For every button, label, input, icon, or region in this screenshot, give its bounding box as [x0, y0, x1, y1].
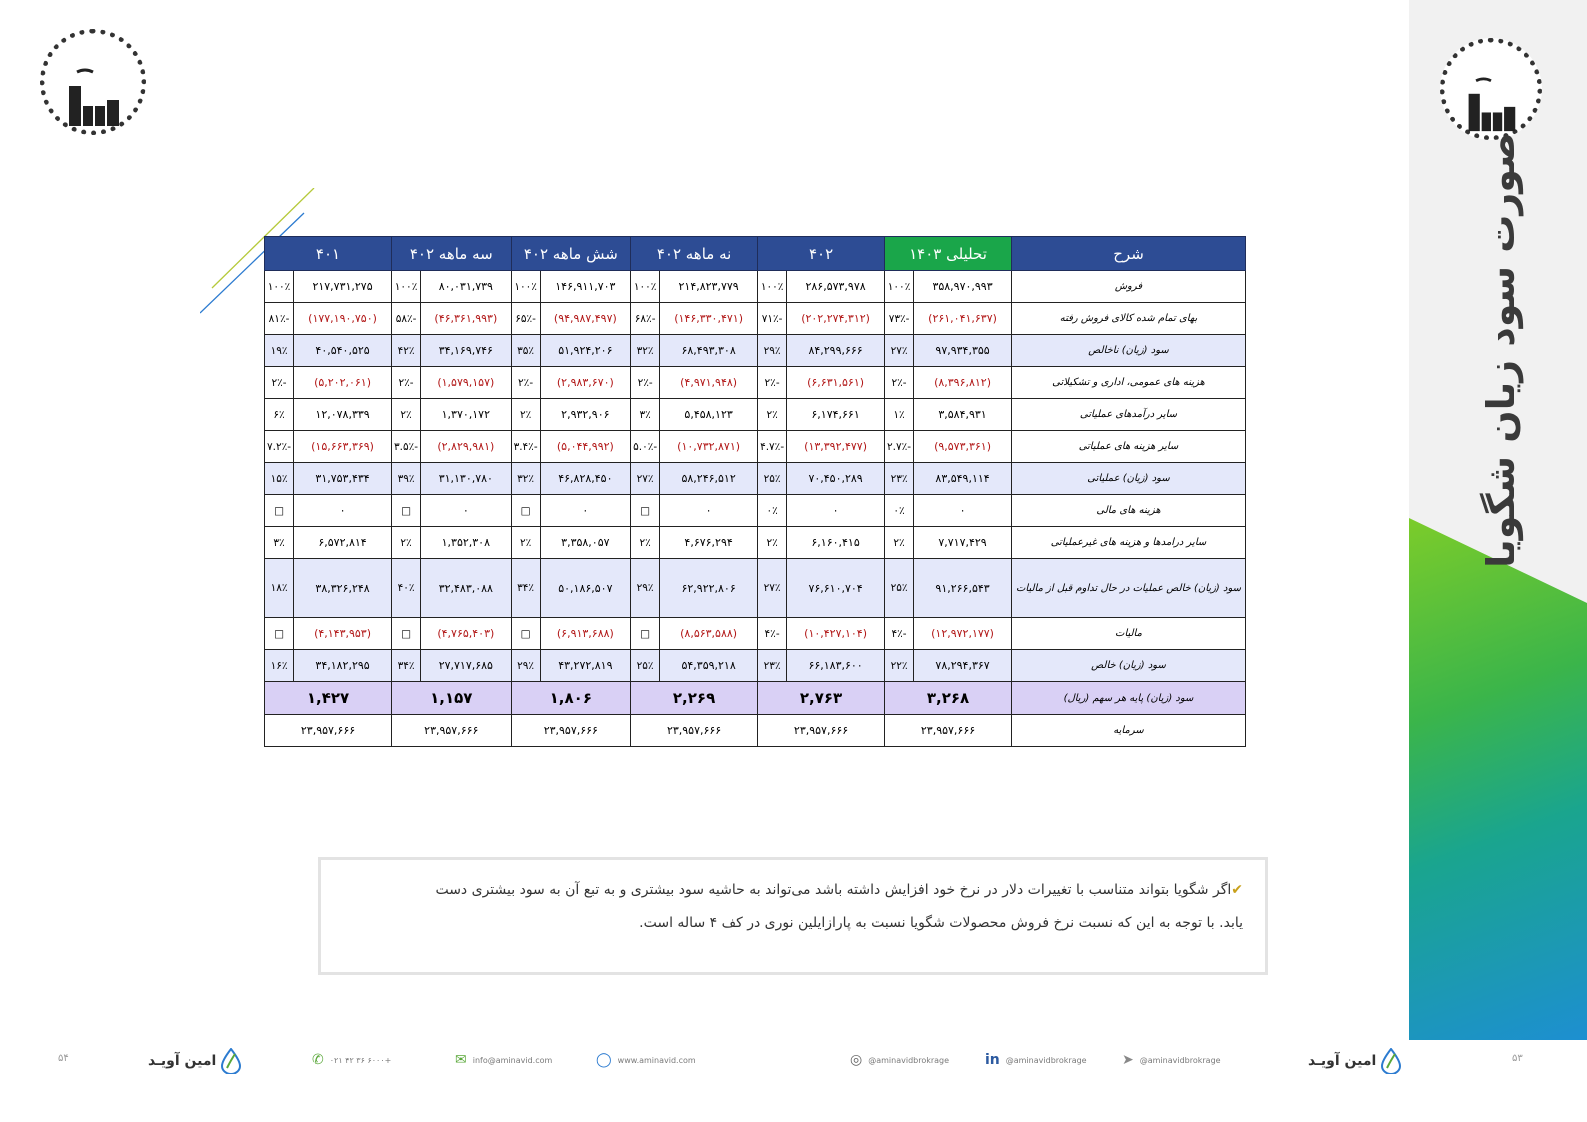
percent-cell: ۱۰۰٪ — [265, 271, 294, 303]
row-label: بهای تمام شده کالای فروش رفته — [1012, 303, 1246, 335]
percent-cell: ۴۲٪ — [392, 335, 421, 367]
row-label: فروش — [1012, 271, 1246, 303]
table-row — [265, 527, 1246, 559]
percent-cell: ۱۰۰٪ — [631, 271, 660, 303]
row-label: سایر هزینه های عملیاتی — [1012, 431, 1246, 463]
mouse-icon: ◯ — [596, 1052, 612, 1068]
note-line-2: یابد. با توجه به این که نسبت نرخ فروش محصولات شگویا نسبت به پارازایلین نوری در کف ۴ ساله است. — [639, 915, 1243, 931]
value-cell: ۸۳,۵۴۹,۱۱۴ — [914, 463, 1012, 495]
percent-cell: -۳.۵٪ — [392, 431, 421, 463]
value-cell: ۰ — [294, 495, 392, 527]
percent-cell: ۱۰۰٪ — [758, 271, 787, 303]
percent-cell: -۳.۴٪ — [511, 431, 540, 463]
percent-cell: ۲۷٪ — [631, 463, 660, 495]
percent-cell: ۲۵٪ — [631, 650, 660, 682]
percent-cell: ۲٪ — [758, 527, 787, 559]
percent-cell: □ — [631, 618, 660, 650]
percent-cell: -۴٪ — [885, 618, 914, 650]
table-row — [265, 618, 1246, 650]
value-cell: ۳۵۸,۹۷۰,۹۹۳ — [914, 271, 1012, 303]
percent-cell: -۷.۲٪ — [265, 431, 294, 463]
percent-cell: -۷۱٪ — [758, 303, 787, 335]
value-cell: (۴,۷۶۵,۴۰۳) — [421, 618, 511, 650]
eps-row — [265, 682, 1246, 715]
percent-cell: □ — [631, 495, 660, 527]
percent-cell: ۱۵٪ — [265, 463, 294, 495]
percent-cell: □ — [511, 618, 540, 650]
value-cell: (۱۳,۳۹۲,۴۷۷) — [787, 431, 885, 463]
linkedin-icon: in — [985, 1052, 1000, 1068]
percent-cell: □ — [392, 495, 421, 527]
percent-cell: ۶٪ — [265, 399, 294, 431]
value-cell: (۱۲,۹۷۲,۱۷۷) — [914, 618, 1012, 650]
table-row — [265, 495, 1246, 527]
value-cell: ۳۴,۱۶۹,۷۴۶ — [421, 335, 511, 367]
page-title: صورت سود زیان شگویا — [1479, 132, 1523, 568]
percent-cell: ۲۹٪ — [511, 650, 540, 682]
value-cell: (۸,۳۹۶,۸۱۲) — [914, 367, 1012, 399]
row-label: سایر درامدها و هزینه های غیرعملیاتی — [1012, 527, 1246, 559]
value-cell: (۵,۲۰۲,۰۶۱) — [294, 367, 392, 399]
value-cell: ۷,۷۱۷,۴۲۹ — [914, 527, 1012, 559]
percent-cell: ۲۳٪ — [885, 463, 914, 495]
percent-cell: ۰٪ — [885, 495, 914, 527]
table-row — [265, 367, 1246, 399]
value-cell: ۹۱,۲۶۶,۵۴۳ — [914, 559, 1012, 618]
email-contact[interactable]: ✉ info@aminavid.com — [455, 1052, 553, 1068]
percent-cell: ۱٪ — [885, 399, 914, 431]
income-statement-table — [264, 236, 1246, 747]
value-cell: ۷۰,۴۵۰,۲۸۹ — [787, 463, 885, 495]
value-cell: ۴۰,۵۴۰,۵۲۵ — [294, 335, 392, 367]
value-cell: (۴,۱۴۳,۹۵۳) — [294, 618, 392, 650]
percent-cell: -۲٪ — [392, 367, 421, 399]
table-row — [265, 399, 1246, 431]
value-cell: ۳,۳۵۸,۰۵۷ — [540, 527, 630, 559]
value-cell: (۹۴,۹۸۷,۴۹۷) — [540, 303, 630, 335]
percent-cell: ۰٪ — [758, 495, 787, 527]
row-label: سایر درآمدهای عملیاتی — [1012, 399, 1246, 431]
percent-cell: ۱۰۰٪ — [511, 271, 540, 303]
percent-cell: -۲٪ — [511, 367, 540, 399]
check-icon: ✔ — [1231, 882, 1243, 898]
table-row — [265, 559, 1246, 618]
table-row — [265, 463, 1246, 495]
percent-cell: -۲٪ — [758, 367, 787, 399]
value-cell: (۲۶۱,۰۴۱,۶۳۷) — [914, 303, 1012, 335]
percent-cell: ۲٪ — [511, 527, 540, 559]
value-cell: (۴,۹۷۱,۹۴۸) — [660, 367, 758, 399]
capital-value: ۲۳,۹۵۷,۶۶۶ — [265, 715, 392, 747]
percent-cell: -۵۸٪ — [392, 303, 421, 335]
website-link[interactable]: ◯ www.aminavid.com — [596, 1052, 696, 1068]
eps-value: ۳,۲۶۸ — [885, 682, 1012, 715]
percent-cell: ۳۵٪ — [511, 335, 540, 367]
percent-cell: ۱۰۰٪ — [392, 271, 421, 303]
value-cell: ۶,۱۶۰,۴۱۵ — [787, 527, 885, 559]
percent-cell: -۷۳٪ — [885, 303, 914, 335]
percent-cell: ۲۷٪ — [758, 559, 787, 618]
eps-value: ۱,۸۰۶ — [511, 682, 631, 715]
linkedin-link[interactable]: in @aminavidbrokrage — [985, 1052, 1087, 1068]
value-cell: (۲,۸۲۹,۹۸۱) — [421, 431, 511, 463]
value-cell: ۶۲,۹۲۲,۸۰۶ — [660, 559, 758, 618]
value-cell: ۲۸۶,۵۷۳,۹۷۸ — [787, 271, 885, 303]
instagram-link[interactable]: ◎ @aminavidbrokrage — [850, 1052, 950, 1068]
value-cell: ۸۴,۲۹۹,۶۶۶ — [787, 335, 885, 367]
value-cell: ۴,۶۷۶,۲۹۴ — [660, 527, 758, 559]
telegram-link[interactable]: ➤ @aminavidbrokrage — [1122, 1052, 1221, 1068]
factory-icon — [1463, 75, 1519, 135]
percent-cell: ۱۹٪ — [265, 335, 294, 367]
percent-cell: ۲۵٪ — [885, 559, 914, 618]
table-row — [265, 303, 1246, 335]
page-number-left: ۵۴ — [58, 1053, 69, 1064]
row-label: سود (زیان) عملیاتی — [1012, 463, 1246, 495]
mail-icon: ✉ — [455, 1052, 467, 1068]
footer — [0, 1048, 1587, 1088]
percent-cell: -۴٪ — [758, 618, 787, 650]
percent-cell: ۲٪ — [885, 527, 914, 559]
percent-cell: -۸۱٪ — [265, 303, 294, 335]
value-cell: ۰ — [914, 495, 1012, 527]
brand-logo-icon — [220, 1048, 242, 1074]
percent-cell: ۲٪ — [758, 399, 787, 431]
percent-cell: ۲٪ — [631, 527, 660, 559]
note-text — [343, 874, 1243, 940]
percent-cell: -۴.۷٪ — [758, 431, 787, 463]
capital-value: ۲۳,۹۵۷,۶۶۶ — [758, 715, 885, 747]
percent-cell: ۲۷٪ — [885, 335, 914, 367]
value-cell: ۳۱,۷۵۳,۴۳۴ — [294, 463, 392, 495]
percent-cell: -۲٪ — [631, 367, 660, 399]
value-cell: ۸۰,۰۳۱,۷۳۹ — [421, 271, 511, 303]
capital-value: ۲۳,۹۵۷,۶۶۶ — [392, 715, 512, 747]
note-box — [318, 857, 1268, 975]
value-cell: (۱,۵۷۹,۱۵۷) — [421, 367, 511, 399]
header-col-6m-402: شش ماهه ۴۰۲ — [511, 237, 631, 271]
instagram-icon: ◎ — [850, 1052, 863, 1068]
value-cell: ۰ — [787, 495, 885, 527]
percent-cell: ۱۸٪ — [265, 559, 294, 618]
percent-cell: -۲٪ — [885, 367, 914, 399]
percent-cell: -۲٪ — [265, 367, 294, 399]
value-cell: ۱,۳۷۰,۱۷۲ — [421, 399, 511, 431]
percent-cell: □ — [511, 495, 540, 527]
table-row — [265, 431, 1246, 463]
value-cell: ۰ — [660, 495, 758, 527]
percent-cell: ۱۰۰٪ — [885, 271, 914, 303]
value-cell: (۲۰۲,۲۷۴,۳۱۲) — [787, 303, 885, 335]
value-cell: ۶,۵۷۲,۸۱۴ — [294, 527, 392, 559]
row-label: هزینه های مالی — [1012, 495, 1246, 527]
row-label: سود (زیان) پایه هر سهم (ریال) — [1012, 682, 1246, 715]
page-number-right: ۵۳ — [1512, 1053, 1523, 1064]
percent-cell: ۳٪ — [265, 527, 294, 559]
value-cell: ۶,۱۷۴,۶۶۱ — [787, 399, 885, 431]
value-cell: ۱۲,۰۷۸,۳۳۹ — [294, 399, 392, 431]
value-cell: (۸,۵۶۳,۵۸۸) — [660, 618, 758, 650]
percent-cell: ۳۴٪ — [511, 559, 540, 618]
value-cell: (۱۰,۴۲۷,۱۰۴) — [787, 618, 885, 650]
value-cell: ۴۶,۸۲۸,۴۵۰ — [540, 463, 630, 495]
value-cell: ۲۷,۷۱۷,۶۸۵ — [421, 650, 511, 682]
percent-cell: ۲۵٪ — [758, 463, 787, 495]
header-col-9m-402: نه ماهه ۴۰۲ — [631, 237, 758, 271]
value-cell: ۵۴,۳۵۹,۲۱۸ — [660, 650, 758, 682]
value-cell: (۱۰,۷۳۲,۸۷۱) — [660, 431, 758, 463]
value-cell: ۴۳,۲۷۲,۸۱۹ — [540, 650, 630, 682]
row-label: هزینه های عمومی، اداری و تشکیلاتی — [1012, 367, 1246, 399]
factory-logo-right — [1440, 38, 1542, 140]
header-col-3m-402: سه ماهه ۴۰۲ — [392, 237, 512, 271]
percent-cell: ۲٪ — [392, 399, 421, 431]
value-cell: (۶,۶۳۱,۵۶۱) — [787, 367, 885, 399]
value-cell: ۵,۴۵۸,۱۲۳ — [660, 399, 758, 431]
percent-cell: ۲٪ — [511, 399, 540, 431]
value-cell: (۱۴۶,۳۳۰,۴۷۱) — [660, 303, 758, 335]
value-cell: ۰ — [421, 495, 511, 527]
value-cell: ۶۶,۱۸۳,۶۰۰ — [787, 650, 885, 682]
value-cell: ۱۴۶,۹۱۱,۷۰۳ — [540, 271, 630, 303]
header-col-1403-analytic: تحلیلی ۱۴۰۳ — [885, 237, 1012, 271]
percent-cell: □ — [392, 618, 421, 650]
value-cell: ۲۱۷,۷۳۱,۲۷۵ — [294, 271, 392, 303]
table-header-row — [265, 237, 1246, 271]
header-description: شرح — [1012, 237, 1246, 271]
value-cell: (۱۵,۶۶۳,۳۶۹) — [294, 431, 392, 463]
value-cell: ۲,۹۳۲,۹۰۶ — [540, 399, 630, 431]
phone-icon: ✆ — [312, 1052, 324, 1068]
capital-value: ۲۳,۹۵۷,۶۶۶ — [511, 715, 631, 747]
eps-value: ۱,۱۵۷ — [392, 682, 512, 715]
percent-cell: ۳۲٪ — [511, 463, 540, 495]
value-cell: ۰ — [540, 495, 630, 527]
percent-cell: ۳۲٪ — [631, 335, 660, 367]
value-cell: ۲۱۴,۸۲۳,۷۷۹ — [660, 271, 758, 303]
capital-value: ۲۳,۹۵۷,۶۶۶ — [631, 715, 758, 747]
row-label: مالیات — [1012, 618, 1246, 650]
factory-icon — [63, 66, 123, 130]
value-cell: (۶,۹۱۳,۶۸۸) — [540, 618, 630, 650]
value-cell: (۴۶,۳۶۱,۹۹۳) — [421, 303, 511, 335]
factory-logo-left — [40, 29, 146, 135]
percent-cell: -۶۸٪ — [631, 303, 660, 335]
value-cell: ۶۸,۴۹۳,۳۰۸ — [660, 335, 758, 367]
row-label: سرمایه — [1012, 715, 1246, 747]
percent-cell: ۲٪ — [392, 527, 421, 559]
table-row — [265, 335, 1246, 367]
eps-value: ۲,۲۶۹ — [631, 682, 758, 715]
percent-cell: ۳۴٪ — [392, 650, 421, 682]
brand-right: امین آویـد — [1308, 1048, 1402, 1074]
value-cell: ۷۸,۲۹۴,۳۶۷ — [914, 650, 1012, 682]
percent-cell: ۱۶٪ — [265, 650, 294, 682]
value-cell: (۱۷۷,۱۹۰,۷۵۰) — [294, 303, 392, 335]
percent-cell: -۶۵٪ — [511, 303, 540, 335]
header-col-401: ۴۰۱ — [265, 237, 392, 271]
phone-contact[interactable]: ✆ ۰۲۱ ۴۲ ۳۶ ۶۰۰۰+ — [312, 1052, 392, 1068]
value-cell: ۳۴,۱۸۲,۲۹۵ — [294, 650, 392, 682]
value-cell: ۵۸,۲۴۶,۵۱۲ — [660, 463, 758, 495]
table-row — [265, 650, 1246, 682]
header-col-402: ۴۰۲ — [758, 237, 885, 271]
brand-left: امین آویـد — [148, 1048, 242, 1074]
value-cell: ۵۰,۱۸۶,۵۰۷ — [540, 559, 630, 618]
value-cell: (۹,۵۷۳,۳۶۱) — [914, 431, 1012, 463]
percent-cell: ۲۹٪ — [631, 559, 660, 618]
percent-cell: ۴۰٪ — [392, 559, 421, 618]
value-cell: ۷۶,۶۱۰,۷۰۴ — [787, 559, 885, 618]
side-gradient — [1409, 518, 1587, 1040]
value-cell: ۳۲,۴۸۳,۰۸۸ — [421, 559, 511, 618]
row-label: سود (زیان) خالص — [1012, 650, 1246, 682]
percent-cell: □ — [265, 495, 294, 527]
capital-row — [265, 715, 1246, 747]
brand-logo-icon — [1380, 1048, 1402, 1074]
percent-cell: -۵.۰٪ — [631, 431, 660, 463]
value-cell: ۹۷,۹۳۴,۳۵۵ — [914, 335, 1012, 367]
percent-cell: ۳۹٪ — [392, 463, 421, 495]
percent-cell: ۲۲٪ — [885, 650, 914, 682]
percent-cell: ۲۳٪ — [758, 650, 787, 682]
table-row — [265, 271, 1246, 303]
percent-cell: ۳٪ — [631, 399, 660, 431]
percent-cell: ۲۹٪ — [758, 335, 787, 367]
value-cell: ۳۸,۳۲۶,۲۴۸ — [294, 559, 392, 618]
percent-cell: □ — [265, 618, 294, 650]
percent-cell: -۲.۷٪ — [885, 431, 914, 463]
row-label: سود (زیان) خالص عملیات در حال تداوم قبل از مالیات — [1012, 559, 1246, 618]
eps-value: ۱,۴۲۷ — [265, 682, 392, 715]
value-cell: ۳۱,۱۳۰,۷۸۰ — [421, 463, 511, 495]
value-cell: (۲,۹۸۳,۶۷۰) — [540, 367, 630, 399]
value-cell: ۱,۳۵۲,۳۰۸ — [421, 527, 511, 559]
row-label: سود (زیان) ناخالص — [1012, 335, 1246, 367]
note-line-1: ✔اگر شگویا بتواند متناسب با تغییرات دلار در نرخ خود افزایش داشته باشد می‌تواند به حاشیه سود بیشتری و به تبع آن به سود بیشتری دست — [435, 882, 1243, 898]
value-cell: ۵۱,۹۲۴,۲۰۶ — [540, 335, 630, 367]
value-cell: (۵,۰۴۴,۹۹۲) — [540, 431, 630, 463]
value-cell: ۳,۵۸۴,۹۳۱ — [914, 399, 1012, 431]
capital-value: ۲۳,۹۵۷,۶۶۶ — [885, 715, 1012, 747]
eps-value: ۲,۷۶۳ — [758, 682, 885, 715]
telegram-icon: ➤ — [1122, 1052, 1134, 1068]
